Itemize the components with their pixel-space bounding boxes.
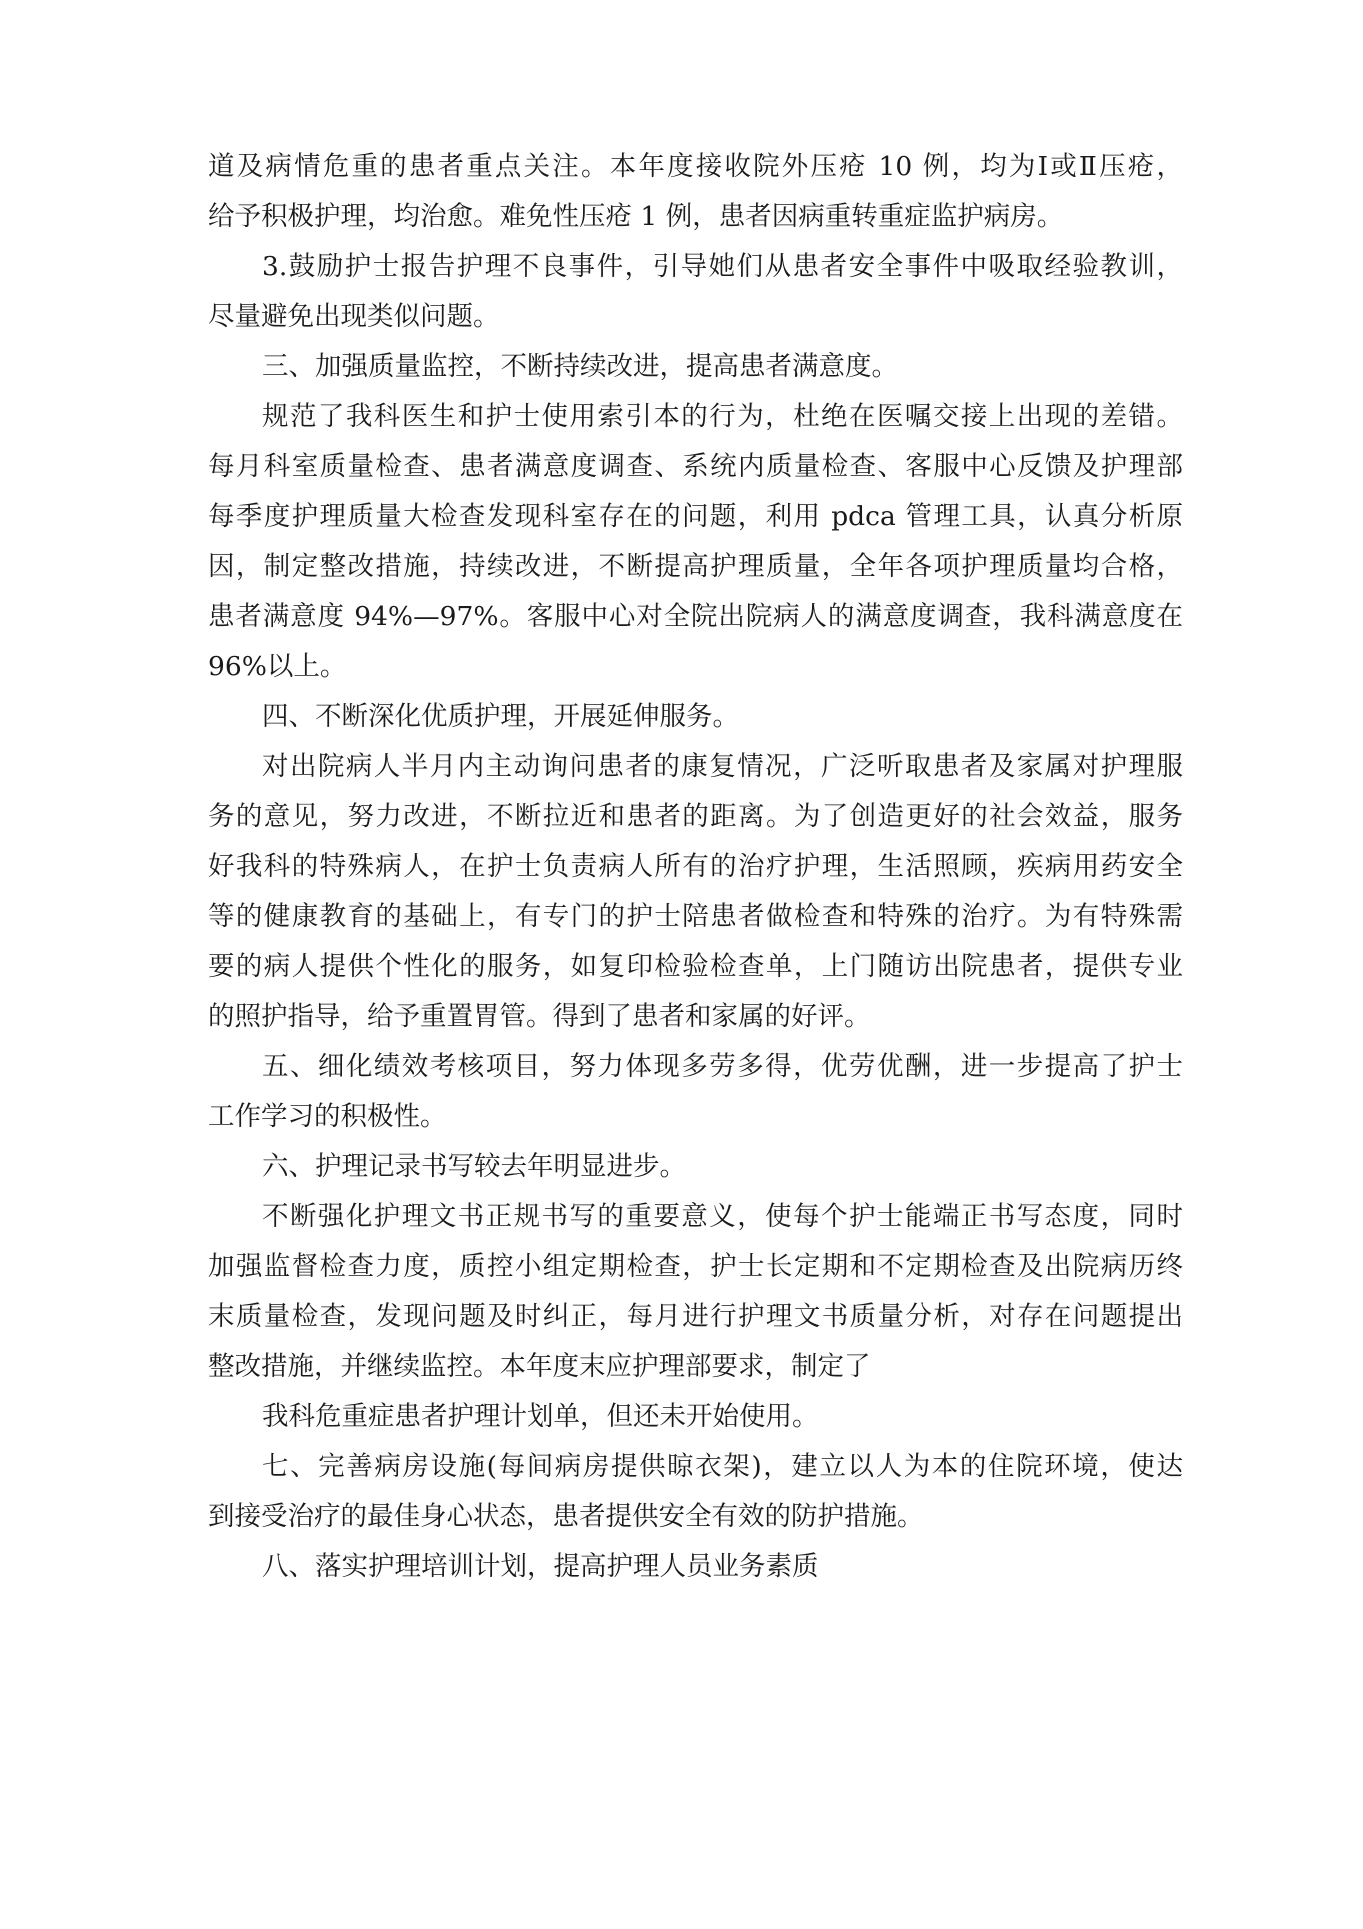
text-line: 96%以上。 bbox=[208, 651, 347, 682]
text-line: 3.鼓励护士报告护理不良事件，引导她们从患者安全事件中吸取经验教训， bbox=[262, 251, 1183, 282]
text-line: 道及病情危重的患者重点关注。本年度接收院外压疮 10 例，均为Ⅰ或Ⅱ压疮， bbox=[208, 151, 1183, 182]
text-line: 好我科的特殊病人，在护士负责病人所有的治疗护理，生活照顾，疾病用药安全 bbox=[208, 851, 1183, 882]
paragraph bbox=[208, 1042, 1183, 1142]
paragraph bbox=[208, 1142, 1183, 1192]
text-line: 五、细化绩效考核项目，努力体现多劳多得，优劳优酬，进一步提高了护士 bbox=[262, 1051, 1183, 1082]
paragraph bbox=[208, 342, 1183, 392]
paragraph bbox=[208, 142, 1183, 242]
text-line: 尽量避免出现类似问题。 bbox=[208, 301, 500, 332]
text-line: 三、加强质量监控，不断持续改进，提高患者满意度。 bbox=[262, 351, 898, 382]
text-line: 到接受治疗的最佳身心状态，患者提供安全有效的防护措施。 bbox=[208, 1501, 924, 1532]
text-line: 四、不断深化优质护理，开展延伸服务。 bbox=[262, 701, 739, 732]
text-line: 我科危重症患者护理计划单，但还未开始使用。 bbox=[262, 1401, 819, 1432]
text-line: 务的意见，努力改进，不断拉近和患者的距离。为了创造更好的社会效益，服务 bbox=[208, 801, 1183, 832]
paragraph bbox=[208, 692, 1183, 742]
text-line: 等的健康教育的基础上，有专门的护士陪患者做检查和特殊的治疗。为有特殊需 bbox=[208, 901, 1183, 932]
text-line: 给予积极护理，均治愈。难免性压疮 1 例，患者因病重转重症监护病房。 bbox=[208, 201, 1064, 232]
paragraph bbox=[208, 242, 1183, 342]
paragraph bbox=[208, 1542, 1183, 1592]
text-line: 因，制定整改措施，持续改进，不断提高护理质量，全年各项护理质量均合格， bbox=[208, 551, 1183, 582]
text-line: 每月科室质量检查、患者满意度调查、系统内质量检查、客服中心反馈及护理部 bbox=[208, 451, 1183, 482]
document-body bbox=[208, 142, 1183, 1592]
text-line: 八、落实护理培训计划，提高护理人员业务素质 bbox=[262, 1551, 819, 1582]
paragraph bbox=[208, 1392, 1183, 1442]
text-line: 加强监督检查力度，质控小组定期检查，护士长定期和不定期检查及出院病历终 bbox=[208, 1251, 1183, 1282]
text-line: 每季度护理质量大检查发现科室存在的问题，利用 pdca 管理工具，认真分析原 bbox=[208, 501, 1183, 532]
text-line: 不断强化护理文书正规书写的重要意义，使每个护士能端正书写态度，同时 bbox=[262, 1201, 1183, 1232]
text-line: 要的病人提供个性化的服务，如复印检验检查单，上门随访出院患者，提供专业 bbox=[208, 951, 1183, 982]
text-line: 末质量检查，发现问题及时纠正，每月进行护理文书质量分析，对存在问题提出 bbox=[208, 1301, 1183, 1332]
paragraph bbox=[208, 1442, 1183, 1542]
text-line: 六、护理记录书写较去年明显进步。 bbox=[262, 1151, 686, 1182]
text-line: 工作学习的积极性。 bbox=[208, 1101, 447, 1132]
text-line: 对出院病人半月内主动询问患者的康复情况，广泛听取患者及家属对护理服 bbox=[262, 751, 1183, 782]
paragraph bbox=[208, 392, 1183, 692]
paragraph bbox=[208, 1192, 1183, 1392]
text-line: 的照护指导，给予重置胃管。得到了患者和家属的好评。 bbox=[208, 1001, 871, 1032]
text-line: 七、完善病房设施(每间病房提供晾衣架)，建立以人为本的住院环境，使达 bbox=[262, 1451, 1183, 1482]
text-line: 规范了我科医生和护士使用索引本的行为，杜绝在医嘱交接上出现的差错。 bbox=[262, 401, 1183, 432]
paragraph bbox=[208, 742, 1183, 1042]
text-line: 患者满意度 94%—97%。客服中心对全院出院病人的满意度调查，我科满意度在 bbox=[208, 601, 1183, 632]
text-line: 整改措施，并继续监控。本年度末应护理部要求，制定了 bbox=[208, 1351, 871, 1382]
